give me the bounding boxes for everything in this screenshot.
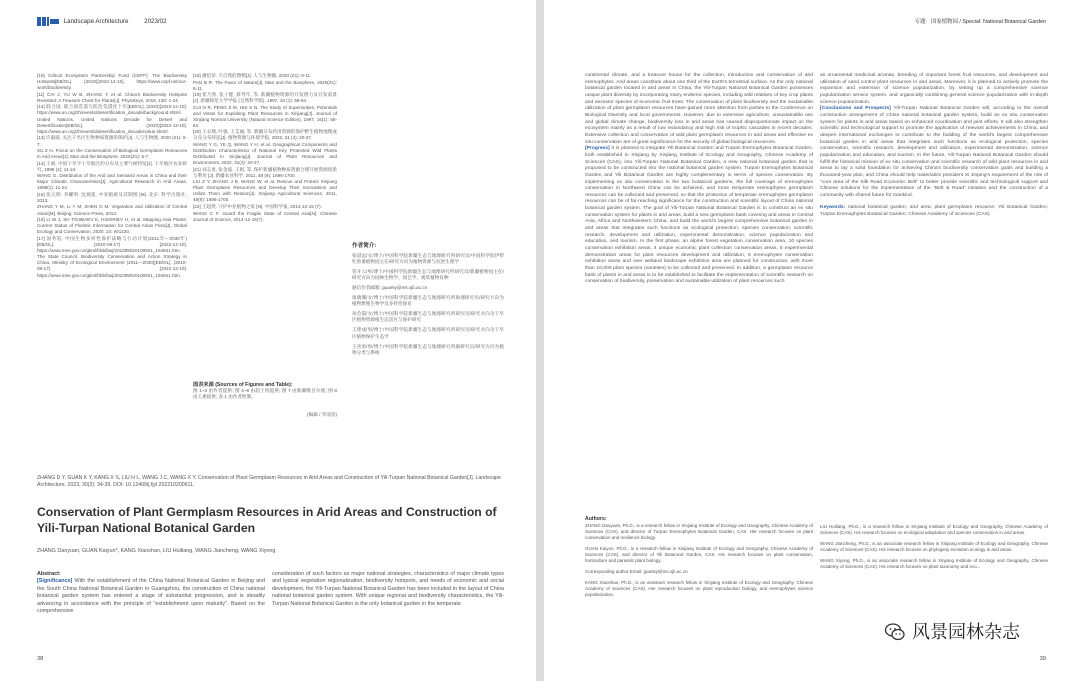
journal-logo-icon (37, 17, 59, 26)
references-column-2 (193, 73, 337, 223)
author-bios-column-2 (820, 524, 1048, 575)
reference-item: LIU Z Y, ZHANG J B, WANG W, et al. Rescue and Protect Xinjiang Plant Germplasm Resources and Develop Their Innovations and Utilize Them with Reason[J]. Xinjiang Agricultural Sciences, 2011, 48(9): 1696-1700. (193, 179, 337, 203)
journal-header (37, 17, 167, 26)
reference-item: United Nations. United Nations Decade for Desert and Desertification[EB/OL]. (2020)[2022-12-10]. https://www.un.org/zh/events/desertification_decade/value.shtml. (37, 116, 187, 134)
abstract-column-2 (272, 571, 504, 608)
reference-item: WANG Y G, YE Q, WANG Y H, et al. Geographical Components and Distribution Characteristics of National Key Protected Wild Plants Distributed in Xinjiang[J]. Journal of Plant Resources and Environment, 2022, 31(4): 20-27. (193, 142, 337, 166)
page-number-left: 38 (37, 656, 44, 662)
keywords-label: Keywords: (820, 205, 846, 211)
progress-tag: [Progress] (585, 146, 610, 152)
watermark-text: 风景园林杂志 (912, 622, 1020, 643)
abstract-continued-2: as ornamental medicinal aromas, breeding of important forest fruit resources, and development and utilization of sand control plant resources in arid areas. Moreover, it is planned to actively promote the expansion and extension of science popularization, by setting up a comprehensive science popularization service system, and organically combining general science popularization with in-depth science popularization. (820, 73, 1048, 105)
abstract-text-2: consideration of such factors as major national strategies, characteristics of major climate types and typical vegetation regionalization, biodiversity hotspots, and needs of economic and social development, the Yili-Turpan National Botanical Garden has been included in the layout of China national botanical garden system. With unique regional and biodiversity characteristics, the Yili-Turpan National Botanical Garden is the only botanical garden in the temperate (272, 571, 504, 607)
author-bio-item: GUAN Kaiyun, Ph.D., is a research fellow in Xinjiang Institute of Ecology and Geography, Chinese Academy of Sciences (CAS), and director of Yili Botanical Garden, CAS. His research focuses on plant conservation, horticulture and parasitic plant biology. (585, 546, 813, 563)
reference-item: [16] LI W J, SH TOJIBAEV K, HISORIEV H, et al. Mapping Asia Plants: Current Status of Floristic Information for Central Asian Flora[J]. Global Ecology and Conservation, 2020, 24: e01220. (37, 217, 187, 235)
article-title: Conservation of Plant Germplasm Resources in Arid Areas and Construction of Yili-Turpan National Botanical Garden (37, 505, 497, 535)
abstract-label: Abstract: (37, 571, 61, 577)
reference-item: [11] CAI J, YU W B, ZHANG T, et al. China's Biodiversity Hotspots Revisited: A Treasure Chest for Plants[J]. Phytokeys, 2019, 130: 1-24. (37, 91, 187, 103)
author-bio-item: Corresponding author Email: guanky@ms.xjb.ac.cn (585, 569, 688, 574)
reference-item: CUI N R, PENG Z M, HUI S N. The Study of Superiorities, Potentials and Vistas for Exploiting Plant Resources in Xinjiang[J]. Journal of Xinjiang Normal University (Natural Science Edition), 1997, 16(1): 58-64. (193, 104, 337, 128)
right-text-column-2 (820, 73, 1048, 219)
reference-item: WANG C F. Guard the Fragile State of Central Asia[N]. Chinese Journal of Science, 2014-12-15(7). (193, 210, 337, 222)
editor-note: (编辑 / 李清清) (307, 412, 337, 418)
author-intro-item: 管开云/男/博士/中国科学院新疆生态与地理研究所研究员/新疆植物园主任/研究方向为园林生物学、园艺学、观赏植物育种 (352, 269, 504, 281)
right-page (544, 0, 1080, 681)
author-intro-item: 王喜勇/男/博士/中国科学院新疆生态与地理研究所副研究员/研究方向为植物分类与系统 (352, 343, 504, 355)
article-authors: ZHANG Daoyuan, GUAN Kaiyun*, KANG Xiaoshan, LIU Huiliang, WANG Jiancheng, WANG Xiyong (37, 548, 276, 554)
author-intro-column (352, 243, 504, 360)
reference-item: [12] 联合国. 联合国荒漠与防治荒漠化十年[EB/OL]. (2020)[2022-12-10]. https://www.un.org/zh/events/desertification_decade/background.shtml. (37, 104, 187, 116)
conclusions-text: Yili-Turpan National Botanical Garden will, according to the overall construction arrangement of China national botanical garden system, build an ex situ conservation system for plants in arid areas based on enhanced coordination and joint efforts. It will also strengthen scientific and technological support to promote the application of relevant achievements in China, and deepen international exchanges to contribute to the building of the world's largest comprehensive botanical garden in arid areas that integrates such functions as ecological protection, species conservation, scientific research, development and utilization, experimental demonstration, science popularization and education, and tourism. In the future, Yili-Turpan National Botanical Garden should fulfill the historical mission of ex situ conservation and scientific research of wild plant resources in arid areas to lay a solid foundation for achieving China's biodiversity conservation goals and building a thousand-year plan, and China should help materialize president Xi Jinping's requirement of the role of "core area of the Silk Road Economic Belt" to better provide scientific and technological support and Chinese solutions for the implementation of the "Belt & Road" initiative and the construction of a community with shared future for mankind. (820, 106, 1048, 198)
abstract-text-1: With the establishment of the China National Botanical Garden in Beijing and the South China National Botanical Garden in Guangzhou, the construction of China national botanical garden system has entered a stage of substantial progression, and is steadily advancing in accordance with the principle of "establishment upon maturity". Based on the comprehensive (37, 578, 265, 615)
references-column-1 (37, 73, 187, 279)
progress-text: It is planned to integrate Yili Botanical Garden and Turpan Eremophytes Botanical Garden, both established in Xinjiang by Xinjiang Institute of Ecology and Geography, Chinese Academy of Sciences (CAS), into Yili-Turpan National Botanical Garden, a new national botanical garden that is proposed to be constructed into the national botanical garden system. Turpan Eremophytes Botanical Garden and Yili Botanical Garden are highly complementary in terms of species conservation. By implementing ex situ conservation in the two botanical gardens, the full coverage of eremophytes conservation in Northwest China can be achieved, and more temperate eremophytes germplasm resources can be collected and preserved, so that the protection of temperate eremophytes germplasm resources can be of far-reaching significance for the construction and scientific layout of China national botanical garden system. The goal of Yili-Turpan National Botanical Garden is to construct an ex situ conservation system for plants in arid areas, build a new germplasm bank covering arid areas in Central Asia, Africa and Northwestern China, and build the world's largest comprehensive botanical garden in arid areas that integrates such functions as ecological protection, species conservation, scientific research, development and utilization, experimental demonstration, science popularization and education, and tourism. In the first phase, an alpine forest vegetation conservation area, 10 species conservation exhibition areas, 4 unique economic plant collection conservation areas, 5 experimental demonstration areas for plant resources development and utilization, 5 eremophytes conservation exhibition areas and over wetland landscape exhibition area are planned for construction, with more than 10,000 plant species (varieties) to be collected and preserved. In addition, a germplasm resource bank of plants in arid areas is to be established to facilitate the implementation of scientific research on conservation of biodiversity, preservation and sustainable utilization of plant resources such (585, 146, 813, 285)
reference-item: [10] Critical Ecosystem Partnership Fund (CEPF). The Biodiversity Hotspots[EB/OL]. (2019)[2022-12-10]. https://www.cepf.net/our-work/biodiversity. (37, 73, 187, 91)
abstract-continued: continental climate, and a treasure house for the collection, introduction and conservation of arid eremophytes. And areas constitute about one third of the Earth's terrestrial surface. As the only national botanical garden located in arid areas in China, the Yili-Turpan National Botanical Garden possesses unique plant diversity by incorporating many endemic species, including wild relatives of key crop plants and ancestor species of economic fruit trees. The conservation of plant biodiversity and the sustainable utilization of plant germplasm resources have gained more attention from parties to the Conference on Biological Diversity and local governments. However, due to extensive agriculture, unsustainable use and global climate change, biodiversity loss in arid areas has caused disproportionate impact on the ecosystem mainly as a result of low redundancy and high risk of trophic cascades in recent decades. Extensive collection and conservation of wild plant germplasm resources in arid areas and effective ex situ conservation are of great significance for the security of global biological resources. (585, 73, 813, 145)
reference-item: WANG G. Distribution of the Arid and Semiarid Areas in China and their Major Climatic Characteristics[J]. Agricultural Research in Arid Areas, 1998(1): 11-24. (37, 173, 187, 191)
significance-tag: [Significance] (37, 578, 73, 585)
author-bio-item: LIU Huiliang, Ph.D., is a research fellow in Xinjiang Institute of Ecology and Geography, Chinese Academy of Sciences (CAS). His research focuses on ecological adaptation and species conservation in arid areas. (820, 524, 1048, 535)
citation: ZHANG D Y, GUAN K Y, KANG X S, LIU H L, WANG J C, WANG X Y. Conservation of Plant Germplasm Resources in Arid Areas and Construction of Yili-Turpan National Botanical Garden[J]. Landscape Architecture, 2023, 30(2): 34-39. DOI: 10.12409/j.fjyl.202210200611. (37, 475, 501, 488)
figure-sources (193, 382, 337, 418)
right-text-column-1 (585, 73, 813, 286)
reference-item: [13] 许毅波. 关注干旱区生物种质资源的保护[J]. 人与生物圈, 2020 (21): 6-7. (37, 135, 187, 147)
journal-issue: 2023/02 (144, 18, 167, 26)
abstract-column-1 (37, 571, 265, 615)
author-bio-item: WANG Jiancheng, Ph.D., is an associate research fellow in Xinjiang Institute of Ecology and Geography, Chinese Academy of Sciences (CAS). His research focuses on phylogeny evolution ecology in arid areas. (820, 541, 1048, 552)
author-bio-item: WANG Xiyong, Ph.D., is an associate research fellow in Xinjiang Institute of Ecology and Geography, Chinese Academy of Sciences (CAS). His research focuses on plant taxonomy and eco... (820, 558, 1048, 569)
reference-item: [18] 潘伯荣. 大自然的馈赠[J]. 人与生物圈, 2020 (Z1): 8-11. (193, 73, 312, 78)
section-header: 专题：国家植物园 / Special: National Botanical Garden (914, 19, 1046, 25)
reference-item: [17] 国务院. 中国生物多样性保护战略与行动计划(2011年—2030年) [EB/OL]. (2010-09-17) [2022-12-10]. https://www.mee.gov.cn/gkml/hbb/bwj/201009/t20100921_194841.htm. (37, 235, 187, 253)
conclusions-tag: [Conclusions and Prospects] (820, 106, 891, 112)
author-intro-item: 张道远/女/博士/中国科学院新疆生态与地理研究所研究员/中国科学院伊犁吐鲁番植物园主任/研究方向为植物资源与抗逆生理学 (352, 253, 504, 265)
reference-item: XU Z H. Focus on the Conservation of Biological Germplasm Resources in Arid Areas[J]. Man and the Biosphere, 2020(Z1): 6-7. (37, 148, 187, 160)
page-number-right: 39 (1039, 656, 1046, 662)
reference-item: PAN B R. The Favor of Nature[J]. Man and the Biosphere, 2020(Z1): 8-11. (193, 79, 337, 91)
author-bio-item: ZHANG Daoyuan, Ph.D., is a research fellow in Xinjiang Institute of Ecology and Geography, Chinese Academy of Sciences (CAS), and director of Turpan Eremophytes Botanical Garden, CAS. Her research focuses on plant conservation and resilience biology. (585, 523, 813, 540)
wechat-icon (884, 621, 906, 643)
journal-name: Landscape Architecture (63, 18, 129, 26)
author-intro-item: 通信作者邮箱: guanky@ms.xjb.ac.cn (352, 285, 428, 291)
reference-item: [15] 张元明. 李耀明. 沈观冕. 中亚植被及其制图 [M]. 北京: 科学出版社, 2013. (37, 191, 187, 203)
reference-item: [22] 王超然. 守护中亚植物之家 [N]. 中国科学报, 2014-12-15 (7). (193, 203, 322, 209)
author-intro-item: 康晓珊/女/博士/中国科学院新疆生态与地理研究所助理研究员/研究方向为植物繁殖生物学及多样性保育 (352, 295, 504, 307)
reference-item: ZHANG Y M, LI Y M, SHEN G M. Vegetation and Utilization of Central Asian[M]. Beijing: Science Press, 2013. (37, 204, 187, 216)
author-intro-title: 作者简介: (352, 243, 377, 249)
reference-item: The State Council. Biodiversity Conservation and Action Strategy in China, Ministry of Ecological Environment (2011—2030)[EB/OL]. (2010-09-17) [2022-12-10]. https://www.mee.gov.cn/gkml/hbb/bwj/201009/t20100921_194841.htm. (37, 254, 187, 278)
reference-item: [21] 刘志勇, 张金波, 王娟, 等. 保护新疆植物种质资源合理开展资源创新与利用 [J]. 新疆农业科学, 2011, 48 (9): 1696-1700. (193, 166, 337, 178)
left-page (0, 0, 536, 681)
reference-item: [20] 王永翔, 叶强, 王艾丽, 等. 新疆分布药用资源的保护野生植物地理成分及分布特征[J]. 植物资源与环境学报, 2022, 31 (4): 20-27. (193, 129, 337, 141)
author-intro-item: 王建成/男/博士/中国科学院新疆生态与地理研究所研究员/研究方向为干旱区植物保护生态学 (352, 327, 504, 339)
figure-sources-title: 图表来源 (Sources of Figures and Table): (193, 382, 293, 388)
author-intro-item: 孙会霞/女/博士/中国科学院新疆生态与地理研究所研究员/研究方向为干旱区植物资源植生态适应与保护研究 (352, 311, 504, 323)
author-bios-column-1 (585, 516, 813, 603)
keywords-text: national botanical garden; arid area; plant germplasm resource; Yili Botanical Garden; Turpan Eremophytes Botanical Garden; Chinese Academy of Sciences (CAS) (820, 205, 1048, 218)
figure-sources-text: 图 1~3 由作者提供; 图 4~6 由超土机提供; 图 7 由新疆维吾尔族; 图 8 由王惠提供; 表 1 由作者绘制。 (193, 388, 337, 400)
reference-item: [19] 崔乃然, 张子健, 蔡寿年, 等. 新疆植物资源的开发潜力及开发前景[J]. 新疆师范大学学报 (自然科学版), 1997, 16 (1): 58-64. (193, 92, 337, 104)
authors-label: Authors: (585, 516, 607, 522)
author-bio-item: KANG Xiaoshan, Ph.D., is an assistant research fellow in Xinjiang Institute of Ecology and Geography, Chinese Academy of Sciences (CAS). Her research focuses on plant reproduction biology, and eremophytes science popularization. (585, 580, 813, 597)
reference-item: [14] 王娟. 中国干旱半干旱地区的分布及主要气候特征[J]. 干旱地区农业研究, 1998 (1): 11-24. (37, 160, 187, 172)
